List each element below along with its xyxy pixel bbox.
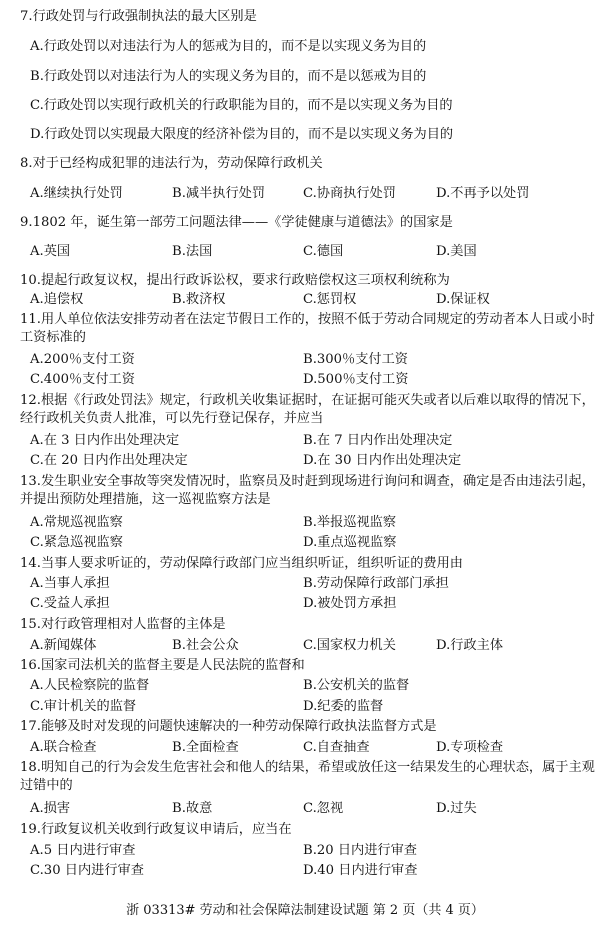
option-d: D.专项检查 xyxy=(436,740,504,755)
option-b: B.300％支付工资 xyxy=(303,352,408,367)
option-c: C.400％支付工资 xyxy=(30,372,135,387)
option-a: A.人民检察院的监督 xyxy=(30,678,150,693)
option-d: D.行政主体 xyxy=(436,638,504,653)
question-stem: 7.行政处罚与行政强制执法的最大区别是 xyxy=(20,9,257,24)
option-b: B.劳动保障行政部门承担 xyxy=(303,576,449,591)
question-stem: 11.用人单位依法安排劳动者在法定节假日工作的，按照不低于劳动合同规定的劳动者本人日或小时工资标准的 xyxy=(20,312,595,345)
option-d: D.被处罚方承担 xyxy=(303,596,397,611)
option-c: C.德国 xyxy=(303,244,344,259)
option-b: B.故意 xyxy=(172,801,213,816)
option-a: A.损害 xyxy=(30,801,71,816)
option-a: A.在 3 日内作出处理决定 xyxy=(30,433,180,448)
option-b: B.救济权 xyxy=(172,292,226,307)
option-c: C.紧急巡视监察 xyxy=(30,535,123,550)
option-b: B.举报巡视监察 xyxy=(303,515,397,530)
question-stem: 10.提起行政复议权，提出行政诉讼权，要求行政赔偿权这三项权利统称为 xyxy=(20,273,450,288)
option-b: B.社会公众 xyxy=(172,638,239,653)
option-d: D.保证权 xyxy=(436,292,490,307)
question-stem: 15.对行政管理相对人监督的主体是 xyxy=(20,617,226,632)
option-d: D.40 日内进行审查 xyxy=(303,863,418,878)
option-a: A.联合检查 xyxy=(30,740,97,755)
option-c: C.自查抽查 xyxy=(303,740,370,755)
option-a: A.继续执行处罚 xyxy=(30,186,123,201)
option-b: B.公安机关的监督 xyxy=(303,678,410,693)
option-a: A.行政处罚以对违法行为人的惩戒为目的，而不是以实现义务为目的 xyxy=(30,39,427,54)
option-b: B.法国 xyxy=(172,244,213,259)
option-c: C.行政处罚以实现行政机关的行政职能为目的，而不是以实现义务为目的 xyxy=(30,98,453,113)
option-d: D.行政处罚以实现最大限度的经济补偿为目的，而不是以实现义务为目的 xyxy=(30,127,454,142)
question-stem: 12.根据《行政处罚法》规定，行政机关收集证据时，在证据可能灭失或者以后难以取得的情况下，经行政机关负责人批准，可以先行登记保存，并应当 xyxy=(20,393,595,426)
option-a: A.5 日内进行审查 xyxy=(30,843,136,858)
option-c: C.30 日内进行审查 xyxy=(30,863,144,878)
option-b: B.在 7 日内作出处理决定 xyxy=(303,433,453,448)
option-b: B.全面检查 xyxy=(172,740,239,755)
option-d: D.不再予以处罚 xyxy=(436,186,530,201)
question-stem: 16.国家司法机关的监督主要是人民法院的监督和 xyxy=(20,658,305,673)
option-d: D.500％支付工资 xyxy=(303,372,409,387)
question-stem: 14.当事人要求听证的，劳动保障行政部门应当组织听证，组织听证的费用由 xyxy=(20,556,463,571)
option-a: A.常规巡视监察 xyxy=(30,515,123,530)
question-stem: 9.1802 年，诞生第一部劳工问题法律——《学徒健康与道德法》的国家是 xyxy=(20,215,453,230)
option-d: D.过失 xyxy=(436,801,477,816)
option-c: C.受益人承担 xyxy=(30,596,110,611)
option-b: B.20 日内进行审查 xyxy=(303,843,417,858)
question-stem: 13.发生职业安全事故等突发情况时，监察员及时赶到现场进行询问和调查，确定是否由违法引起，并提出预防处理措施，这一巡视监察方法是 xyxy=(20,474,595,507)
option-a: A.新闻媒体 xyxy=(30,638,97,653)
option-b: B.行政处罚以对违法行为人的实现义务为目的，而不是以惩戒为目的 xyxy=(30,69,427,84)
option-c: C.在 20 日内作出处理决定 xyxy=(30,453,188,468)
question-stem: 19.行政复议机关收到行政复议申请后，应当在 xyxy=(20,822,292,837)
option-d: D.美国 xyxy=(436,244,477,259)
option-a: A.追偿权 xyxy=(30,292,84,307)
option-c: C.协商执行处罚 xyxy=(303,186,396,201)
option-b: B.减半执行处罚 xyxy=(172,186,266,201)
option-c: C.审计机关的监督 xyxy=(30,699,137,714)
question-stem: 18.明知自己的行为会发生危害社会和他人的结果，希望或放任这一结果发生的心理状态，属于主观过错中的 xyxy=(20,760,595,793)
option-c: C.忽视 xyxy=(303,801,344,816)
option-d: D.在 30 日内作出处理决定 xyxy=(303,453,462,468)
option-c: C.惩罚权 xyxy=(303,292,357,307)
option-c: C.国家权力机关 xyxy=(303,638,396,653)
question-stem: 8.对于已经构成犯罪的违法行为，劳动保障行政机关 xyxy=(20,156,323,171)
option-d: D.纪委的监督 xyxy=(303,699,384,714)
option-d: D.重点巡视监察 xyxy=(303,535,397,550)
option-a: A.英国 xyxy=(30,244,71,259)
option-a: A.200％支付工资 xyxy=(30,352,135,367)
question-stem: 17.能够及时对发现的问题快速解决的一种劳动保障行政执法监督方式是 xyxy=(20,719,437,734)
option-a: A.当事人承担 xyxy=(30,576,110,591)
page-footer: 浙 03313# 劳动和社会保障法制建设试题 第 2 页（共 4 页） xyxy=(126,903,484,918)
